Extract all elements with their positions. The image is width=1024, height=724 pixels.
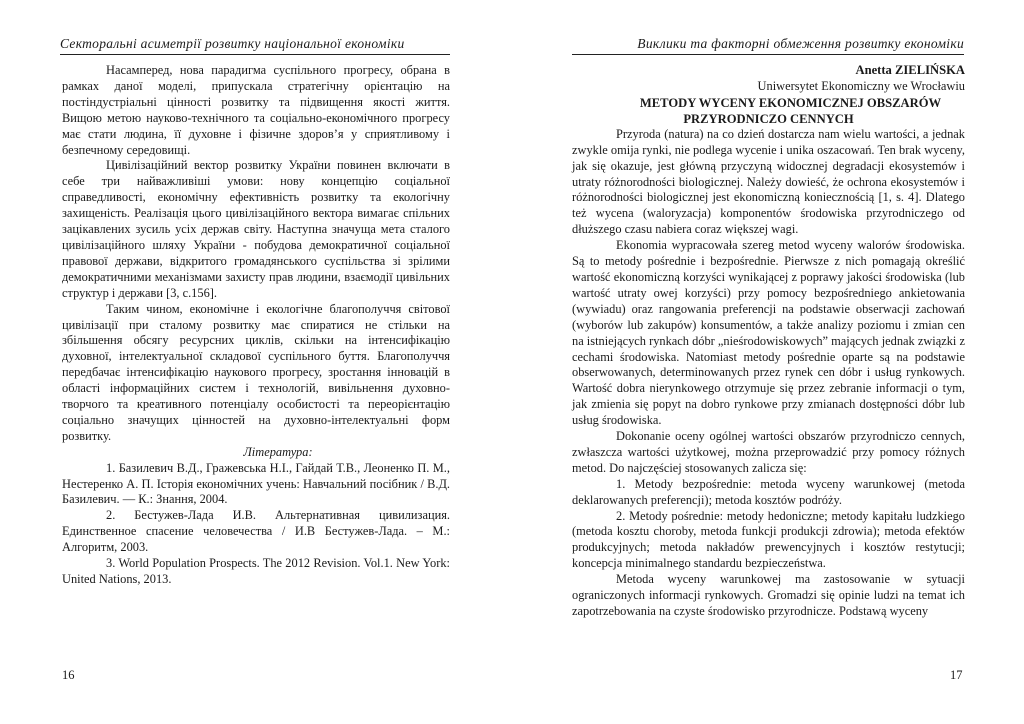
- right-page-number: 17: [950, 668, 963, 682]
- literature-heading: Література:: [243, 444, 313, 459]
- reference-1: 1. Базилевич В.Д., Гражевська Н.І., Гайдай Т.В., Леоненко П. М., Нестеренко А. П. Історія економічних учень: Навчальний посібник / В.Д. Базилевич. — К.: Знання, 2004.: [62, 460, 450, 507]
- right-running-head: Виклики та факторні обмеження розвитку економіки: [572, 36, 964, 55]
- left-paragraph-3: Таким чином, економічне і екологічне благополуччя світової цивілізації при сталому розвитку має спиратися не стільки на збільшення обсягу ресурсних циклів, скільки на інтенсифікацію духовної, інтелектуальної складової суспільного буття. Благополуччя передбачає інтенсифікацію наукового прогресу, зростання інновацій в області інформаційних систем і технологій, вивільнення духовно-творчого та креативного потенціалу особистості та переорієнтацію соціально значущих цінностей на духовно-інтелектуальні форм розвитку.: [62, 301, 450, 443]
- right-paragraph-1: Przyroda (natura) na co dzień dostarcza nam wielu wartości, a jednak zwykle omija rynki, nie podlega wycenie i unika oszacowań. Ten brak wyceny, jak się okazuje, jest główną przyczyną widocznej degradacji ekosystemów i utraty różnorodności biologicznej. Należy dowieść, że ochrona ekosystemów i różnorodności biologicznej jest ekonomiczną koniecznością [1, s. 4]. Dlatego też wycena (waloryzacja) komponentów środowiska przyrodniczego od dłuższego czasu nabiera coraz większej wagi.: [572, 126, 965, 237]
- left-paragraph-2: Цивілізаційний вектор розвитку України повинен включати в себе три найважливіші умови: нову концепцію соціальної справедливості, економічну ефективність розвитку та екологічну захищеність. Реалізація цього цивілізаційного вектора вимагає спільних зацікавлених зусиль усіх держав світу. Наступна значуща мета сталого цивілізаційного шляху України - побудова демократичної соціальної правової держави, відкритого громадянського суспільства зі зрілими демократичними механізмами захисту прав людини, взаємодії цивільних структур і держави [3, с.156].: [62, 158, 450, 300]
- reference-2: 2. Бестужев-Лада И.В. Альтернативная цивилизация. Единственное спасение человечества / И.В Бестужев-Лада. – М.: Алгоритм, 2003.: [62, 508, 450, 555]
- right-paragraph-3: Dokonanie oceny ogólnej wartości obszarów przyrodniczo cennych, zwłaszcza wartości użytkowej, można przeprowadzić przy pomocy różnych metod. Do najczęściej stosowanych zalicza się:: [572, 429, 965, 475]
- article-title-line-2: PRZYRODNICZO CENNYCH: [683, 111, 854, 126]
- right-paragraph-2: Ekonomia wypracowała szereg metod wyceny walorów środowiska. Są to metody pośrednie i bezpośrednie. Pierwsze z nich pomagają określić wartość ekonomiczną korzyści wynikającej z poprawy jakości środowiska (lub wartość utraty owej korzyści) przy pomocy bezpośredniego ankietowania (wywiadu) oraz rangowania preferencji na podstawie obserwacji zachowań (wyborów lub zakupów) konsumentów, a także analizy poziomu i zmian cen na istniejących rynkach dóbr „nieśrodowiskowych” mających jednak związki z cechami środowiska. Natomiast metody pośrednie oparte są na podstawie obserwowanych, determinowanych przez rynek cen dóbr i usług rynkowych. Wartość dobra nierynkowego otrzymuje się przez zebranie informacji o tym, jak zmienia się popyt na dobro rynkowe przy zmianach dostępności dóbr lub usług środowiska.: [572, 238, 965, 428]
- article-title: [572, 95, 965, 127]
- left-paragraph-1: Насамперед, нова парадигма суспільного прогресу, обрана в рамках даної моделі, припускала стратегічну орієнтацію на постіндустріальні цінності розвитку та підвищення якості життя. Вищою метою науково-технічного та соціально-економічного прогресу має стати людина, її духовне і фізичне здоров’я у сприятливому і безпечному середовищі.: [62, 63, 450, 157]
- article-title-line-1: METODY WYCENY EKONOMICZNEJ OBSZARÓW: [639, 95, 942, 110]
- left-body-text: [62, 63, 450, 588]
- right-list-item-1: 1. Metody bezpośrednie: metoda wyceny warunkowej (metoda deklarowanych preferencji); metoda kosztów podróży.: [572, 476, 965, 507]
- reference-3: 3. World Population Prospects. The 2012 Revision. Vol.1. New York: United Nations, 2013.: [62, 556, 450, 586]
- left-page-number: 16: [62, 668, 75, 682]
- author-affiliation: Uniwersytet Ekonomiczny we Wrocławiu: [757, 78, 965, 93]
- article-author: Anetta ZIELIŃSKA: [855, 63, 965, 77]
- right-page: [512, 0, 1024, 724]
- right-body-text: [572, 63, 965, 620]
- left-running-head: Секторальні асиметрії розвитку національної економіки: [60, 36, 450, 55]
- right-paragraph-4: Metoda wyceny warunkowej ma zastosowanie w sytuacji ograniczonych informacji rynkowych. Gromadzi się opinie ludzi na temat ich zapotrzebowania na czyste środowisko przyrodnicze. Podstawą wyceny: [572, 572, 965, 618]
- right-list-item-2: 2. Metody pośrednie: metody hedoniczne; metody kapitału ludzkiego (metoda kosztu choroby, metoda funkcji produkcji zdrowia); metoda efektów produkcyjnych; metoda nakładów prewencyjnych i kosztów restytucji; koncepcja minimalnego standardu bezpieczeństwa.: [572, 508, 965, 571]
